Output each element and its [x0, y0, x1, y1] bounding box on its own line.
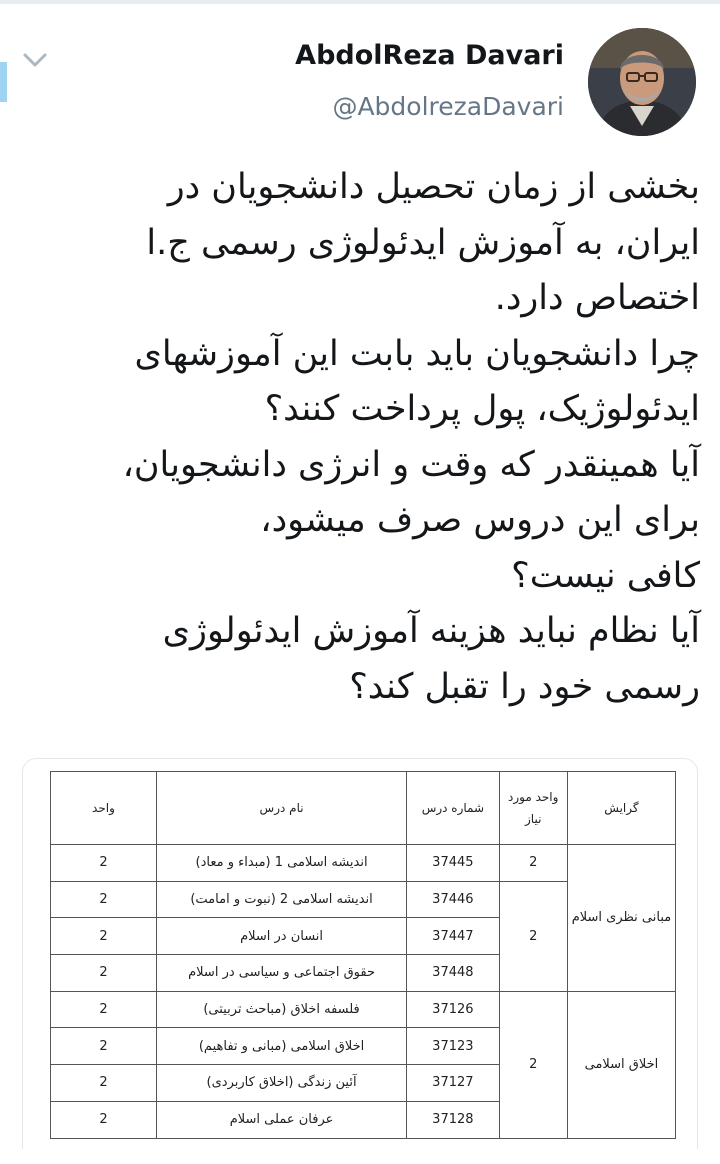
header-needed-units [499, 772, 567, 845]
tweet-line: ایران، به آموزش ایدئولوژی رسمی ج.ا [146, 222, 700, 263]
course-number-cell: 37445 [407, 845, 499, 882]
header-needed-units-line1: واحد مورد [508, 790, 559, 804]
course-number-cell: 37126 [407, 991, 499, 1028]
units-cell: 2 [51, 918, 157, 955]
group-cell: اخلاق اسلامی [567, 991, 675, 1138]
units-cell: 2 [51, 881, 157, 918]
avatar[interactable] [588, 28, 696, 136]
course-name-cell: عرفان عملی اسلام [156, 1101, 406, 1138]
attached-image[interactable] [22, 758, 698, 1149]
chevron-down-icon[interactable] [22, 50, 48, 70]
author-name[interactable]: AbdolReza Davari [295, 40, 564, 71]
header-course-number: شماره درس [407, 772, 499, 845]
course-number-cell: 37447 [407, 918, 499, 955]
course-name-cell: اخلاق اسلامی (مبانی و تفاهیم) [156, 1028, 406, 1065]
tweet-line: بخشی از زمان تحصیل دانشجویان در [167, 167, 700, 207]
table-row [51, 991, 676, 1028]
header-units: واحد [51, 772, 157, 845]
header-needed-units-line2: نیاز [525, 812, 542, 826]
units-cell: 2 [51, 991, 157, 1028]
units-cell: 2 [51, 1028, 157, 1065]
needed-units-cell: 2 [499, 845, 567, 882]
units-cell: 2 [51, 955, 157, 992]
course-name-cell: اندیشه اسلامی 1 (مبداء و معاد) [156, 845, 406, 882]
tweet-line: آیا همینقدر که وقت و انرژی دانشجویان، [122, 444, 700, 485]
course-name-cell: فلسفه اخلاق (مباحث تربیتی) [156, 991, 406, 1028]
header-course-name: نام درس [156, 772, 406, 845]
units-cell: 2 [51, 1065, 157, 1102]
course-name-cell: اندیشه اسلامی 2 (نبوت و امامت) [156, 881, 406, 918]
author-handle[interactable]: @AbdolrezaDavari [332, 92, 564, 121]
course-name-cell: انسان در اسلام [156, 918, 406, 955]
scroll-accent-bar [0, 62, 7, 102]
table-header-row [51, 772, 676, 845]
units-cell: 2 [51, 845, 157, 882]
group-cell: مبانی نظری اسلام [567, 845, 675, 992]
tweet-line: کافی نیست؟ [511, 555, 700, 596]
needed-units-cell: 2 [499, 991, 567, 1138]
tweet-line: چرا دانشجویان باید بابت این آموزشهای [134, 333, 700, 374]
top-divider [0, 0, 720, 4]
table-row [51, 845, 676, 882]
course-number-cell: 37127 [407, 1065, 499, 1102]
course-number-cell: 37448 [407, 955, 499, 992]
course-name-cell: حقوق اجتماعی و سیاسی در اسلام [156, 955, 406, 992]
tweet-line: اختصاص دارد. [494, 278, 700, 318]
needed-units-cell: 2 [499, 881, 567, 991]
tweet-text [20, 160, 700, 715]
header-group: گرایش [567, 772, 675, 845]
units-cell: 2 [51, 1101, 157, 1138]
avatar-photo [588, 28, 696, 136]
tweet-line: رسمی خود را تقبل کند؟ [349, 666, 700, 707]
course-number-cell: 37123 [407, 1028, 499, 1065]
course-number-cell: 37128 [407, 1101, 499, 1138]
tweet-line: برای این دروس صرف میشود، [260, 500, 700, 540]
tweet-line: ایدئولوژیک، پول پرداخت کنند؟ [264, 389, 700, 429]
course-table [50, 771, 676, 1139]
course-name-cell: آئین زندگی (اخلاق کاربردی) [156, 1065, 406, 1102]
course-number-cell: 37446 [407, 881, 499, 918]
tweet-line: آیا نظام نباید هزینه آموزش ایدئولوژی [162, 611, 700, 651]
